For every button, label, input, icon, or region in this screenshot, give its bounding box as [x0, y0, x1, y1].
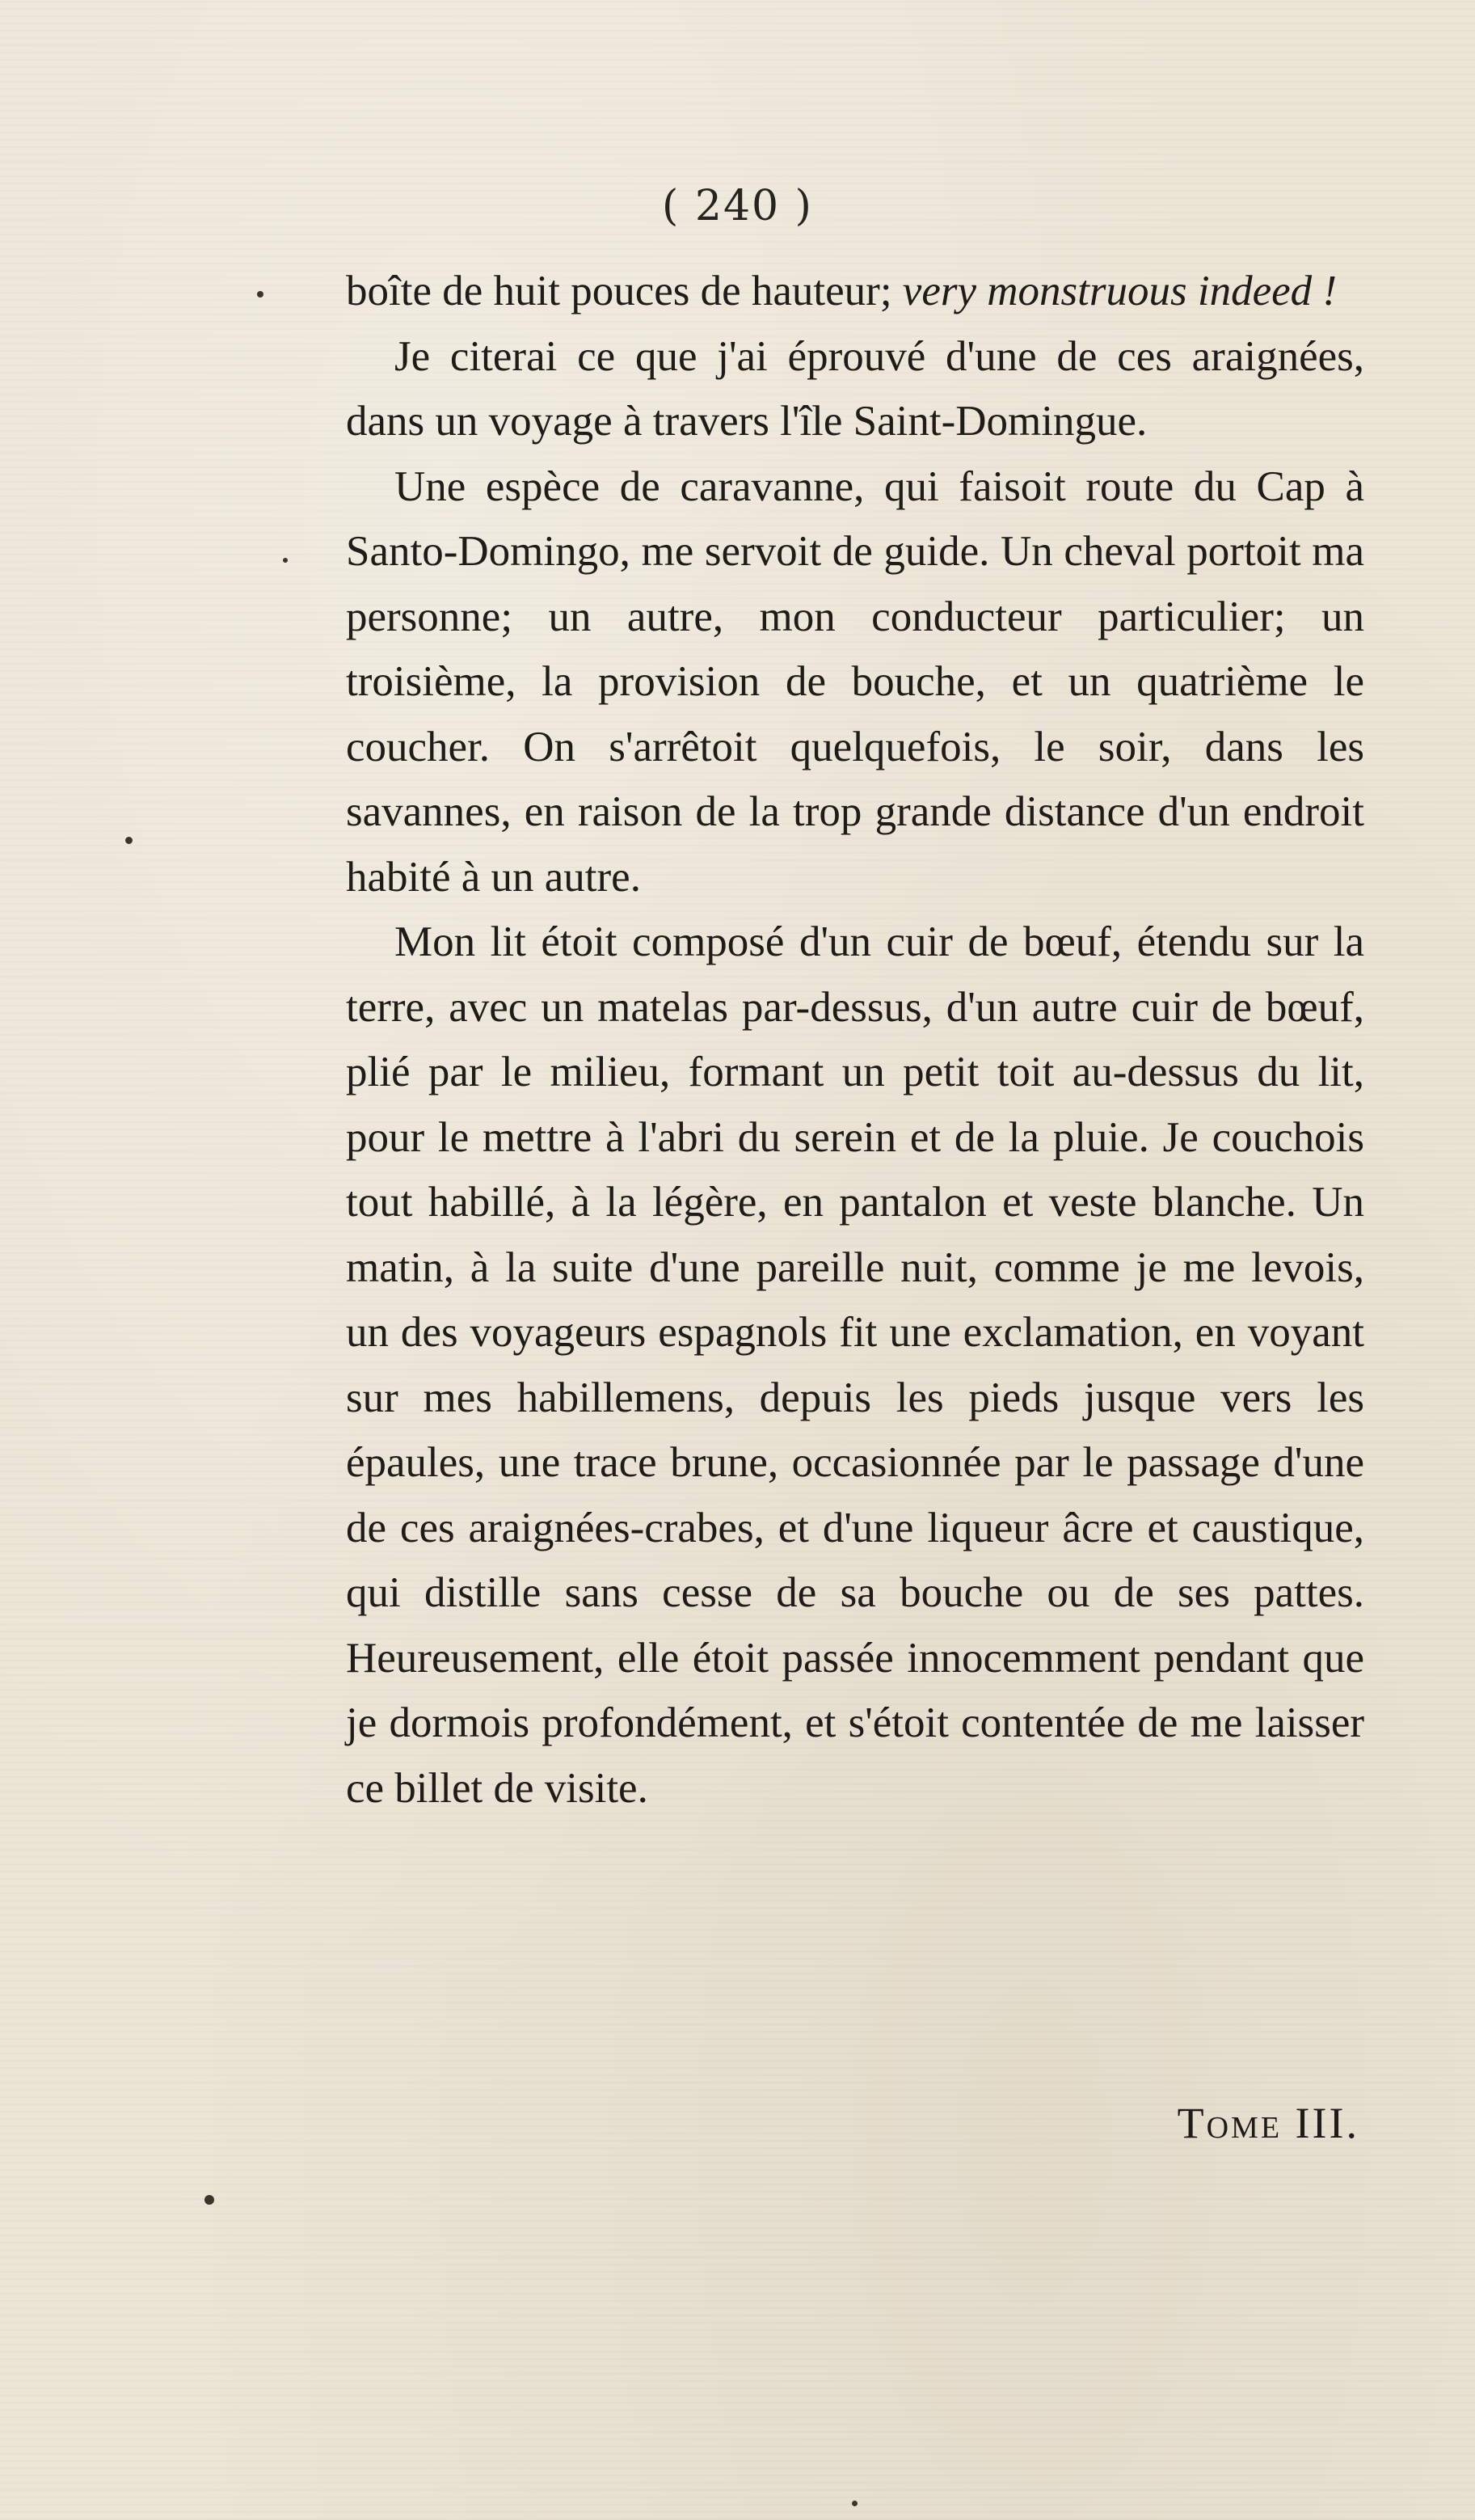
paragraph-1-italic: very monstruous indeed ! [902, 268, 1338, 314]
paragraph-2-text: Je citerai ce que j'ai éprouvé d'une de ces araignées, dans un voyage à travers l'île Saint-Domingue. [346, 332, 1364, 445]
page-number: ( 240 ) [662, 182, 813, 230]
signature-volume: Tome III. [1177, 2099, 1359, 2147]
paragraph-3-text: Une espèce de caravanne, qui faisoit route du Cap à Santo-Domingo, me servoit de guide. Un cheval portoit ma personne; un autre, mon conducteur particulier; un troisième, la provision de bouche, et un quatrième le coucher. On s'arrêtoit quelquefois, le soir, dans les savannes, en raison de la trop grande distance d'un endroit habité à un autre. [346, 462, 1364, 901]
paper-speck [852, 2501, 858, 2506]
paper-speck [257, 291, 263, 298]
paragraph-2 [346, 324, 1364, 454]
paragraph-1 [346, 259, 1364, 324]
paper-speck [283, 558, 288, 563]
paragraph-1-text: boîte de huit pouces de hauteur; [346, 268, 903, 314]
paragraph-4 [346, 910, 1364, 1821]
body-text [346, 259, 1364, 1821]
paper-speck [204, 2195, 214, 2205]
paragraph-3 [346, 454, 1364, 910]
paper-speck [125, 837, 133, 844]
paragraph-4-text: Mon lit étoit composé d'un cuir de bœuf, étendu sur la terre, avec un matelas par-dessus, d'un autre cuir de bœuf, plié par le milieu, formant un petit toit au-dessus du lit, pour le mettre à l'abri du serein et de la pluie. Je couchois tout habillé, à la légère, en pantalon et veste blanche. Un matin, à la suite d'une pareille nuit, comme je me levois, un des voyageurs espagnols fit une exclamation, en voyant sur mes habillemens, depuis les pieds jusque vers les épaules, une trace brune, occasionnée par le passage d'une de ces araignées-crabes, et d'une liqueur âcre et caustique, qui distille sans cesse de sa bouche ou de ses pattes. Heureusement, elle étoit passée innocemment pendant que je dormois profondément, et s'étoit contentée de me laisser ce billet de visite. [346, 918, 1364, 1812]
